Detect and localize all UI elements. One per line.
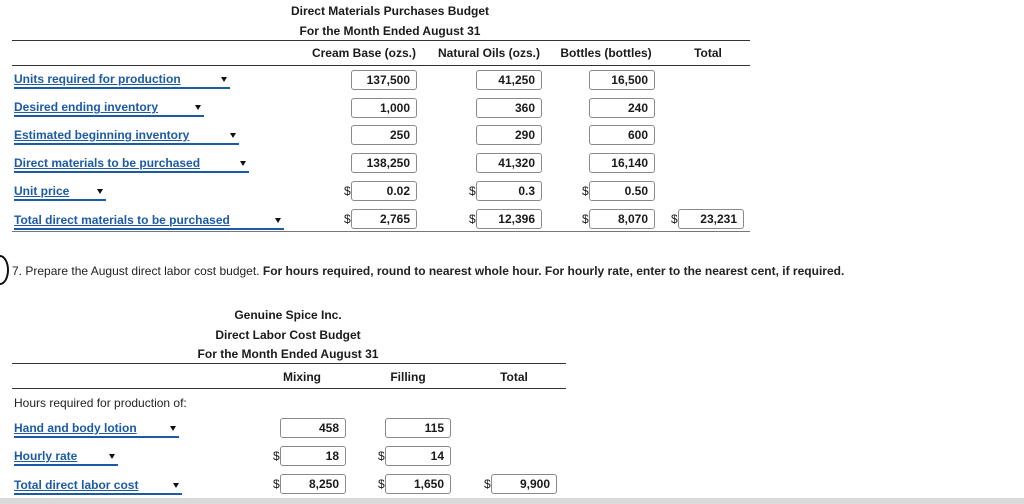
col-header-bottles: Bottles (bottles): [560, 46, 652, 60]
dropdown-label: Hand and body lotion: [14, 421, 137, 435]
section-divider: [12, 231, 750, 232]
header-divider-bottom: [12, 65, 750, 66]
horizontal-scrollbar[interactable]: [0, 498, 1024, 504]
input-bottles-beginning-inventory[interactable]: 600: [589, 125, 655, 145]
input-oils-to-purchase[interactable]: 41,320: [476, 153, 542, 173]
input-bottles-to-purchase[interactable]: 16,140: [589, 153, 655, 173]
input-total-labor-cost[interactable]: 9,900: [491, 474, 557, 494]
chevron-down-icon: [230, 133, 236, 138]
question-number: 7.: [12, 264, 23, 278]
question-marker-icon: [0, 255, 9, 285]
input-cream-ending-inventory[interactable]: 1,000: [351, 98, 417, 118]
col-header-natural-oils: Natural Oils (ozs.): [437, 46, 541, 60]
dropdown-units-required[interactable]: [14, 72, 230, 89]
labor-header-divider-top: [12, 363, 566, 364]
input-filling-labor-cost[interactable]: 1,650: [385, 474, 451, 494]
currency-symbol: $: [469, 184, 476, 198]
currency-symbol: $: [671, 212, 678, 226]
chevron-down-icon: [195, 105, 201, 110]
currency-symbol: $: [469, 212, 476, 226]
header-divider-top: [12, 40, 750, 41]
dropdown-estimated-beginning-inventory[interactable]: [14, 128, 239, 145]
labor-subtitle: For the Month Ended August 31: [197, 347, 379, 361]
labor-title: Direct Labor Cost Budget: [215, 328, 361, 342]
labor-header-divider-bottom: [12, 388, 566, 389]
dropdown-label: Total direct materials to be purchased: [14, 213, 230, 227]
currency-symbol: $: [273, 477, 280, 491]
dropdown-label: Direct materials to be purchased: [14, 156, 201, 170]
dropdown-total-direct-materials[interactable]: [14, 213, 284, 230]
dropdown-direct-materials-purchased[interactable]: [14, 156, 249, 173]
dropdown-total-direct-labor-cost[interactable]: [14, 478, 182, 495]
dropdown-hourly-rate[interactable]: [14, 449, 118, 466]
input-filling-hours[interactable]: 115: [385, 418, 451, 438]
dropdown-label: Unit price: [14, 184, 70, 198]
col-header-filling: Filling: [390, 370, 426, 384]
currency-symbol: $: [582, 212, 589, 226]
labor-company: Genuine Spice Inc.: [234, 308, 342, 322]
materials-title: Direct Materials Purchases Budget: [290, 4, 490, 18]
dropdown-unit-price[interactable]: [14, 184, 106, 201]
chevron-down-icon: [275, 218, 281, 223]
dropdown-label: Estimated beginning inventory: [14, 128, 190, 142]
input-mixing-labor-cost[interactable]: 8,250: [280, 474, 346, 494]
dropdown-label: Desired ending inventory: [14, 100, 159, 114]
currency-symbol: $: [378, 477, 385, 491]
chevron-down-icon: [170, 426, 176, 431]
col-header-labor-total: Total: [500, 370, 528, 384]
input-cream-units-required[interactable]: 137,500: [351, 70, 417, 90]
dropdown-hand-body-lotion[interactable]: [14, 421, 179, 438]
col-header-cream-base: Cream Base (ozs.): [311, 46, 417, 60]
chevron-down-icon: [173, 483, 179, 488]
input-oils-units-required[interactable]: 41,250: [476, 70, 542, 90]
input-bottles-units-required[interactable]: 16,500: [589, 70, 655, 90]
dropdown-label: Hourly rate: [14, 449, 78, 463]
currency-symbol: $: [344, 184, 351, 198]
chevron-down-icon: [221, 77, 227, 82]
chevron-down-icon: [240, 161, 246, 166]
question-text: Prepare the August direct labor cost budget.: [25, 264, 260, 278]
dropdown-desired-ending-inventory[interactable]: [14, 100, 204, 117]
input-cream-unit-price[interactable]: 0.02: [351, 181, 417, 201]
input-oils-beginning-inventory[interactable]: 290: [476, 125, 542, 145]
input-cream-to-purchase[interactable]: 138,250: [351, 153, 417, 173]
col-header-total: Total: [694, 46, 722, 60]
input-bottles-ending-inventory[interactable]: 240: [589, 98, 655, 118]
currency-symbol: $: [273, 449, 280, 463]
input-oils-unit-price[interactable]: 0.3: [476, 181, 542, 201]
question-instructions: [12, 264, 844, 278]
hours-required-label: Hours required for production of:: [14, 396, 187, 410]
dropdown-label: Total direct labor cost: [14, 478, 139, 492]
input-oils-ending-inventory[interactable]: 360: [476, 98, 542, 118]
input-bottles-unit-price[interactable]: 0.50: [589, 181, 655, 201]
input-mixing-hours[interactable]: 458: [280, 418, 346, 438]
col-header-mixing: Mixing: [283, 370, 321, 384]
input-total-materials-cost[interactable]: 23,231: [678, 209, 744, 229]
chevron-down-icon: [109, 454, 115, 459]
dropdown-label: Units required for production: [14, 72, 181, 86]
input-mixing-hourly-rate[interactable]: 18: [280, 446, 346, 466]
input-cream-beginning-inventory[interactable]: 250: [351, 125, 417, 145]
input-filling-hourly-rate[interactable]: 14: [385, 446, 451, 466]
question-bold-text: For hours required, round to nearest whole hour. For hourly rate, enter to the nearest cent, if required.: [262, 264, 845, 278]
chevron-down-icon: [97, 189, 103, 194]
materials-subtitle: For the Month Ended August 31: [299, 24, 481, 38]
input-bottles-total-cost[interactable]: 8,070: [589, 209, 655, 229]
currency-symbol: $: [582, 184, 589, 198]
currency-symbol: $: [344, 212, 351, 226]
input-oils-total-cost[interactable]: 12,396: [476, 209, 542, 229]
input-cream-total-cost[interactable]: 2,765: [351, 209, 417, 229]
currency-symbol: $: [484, 477, 491, 491]
currency-symbol: $: [378, 449, 385, 463]
